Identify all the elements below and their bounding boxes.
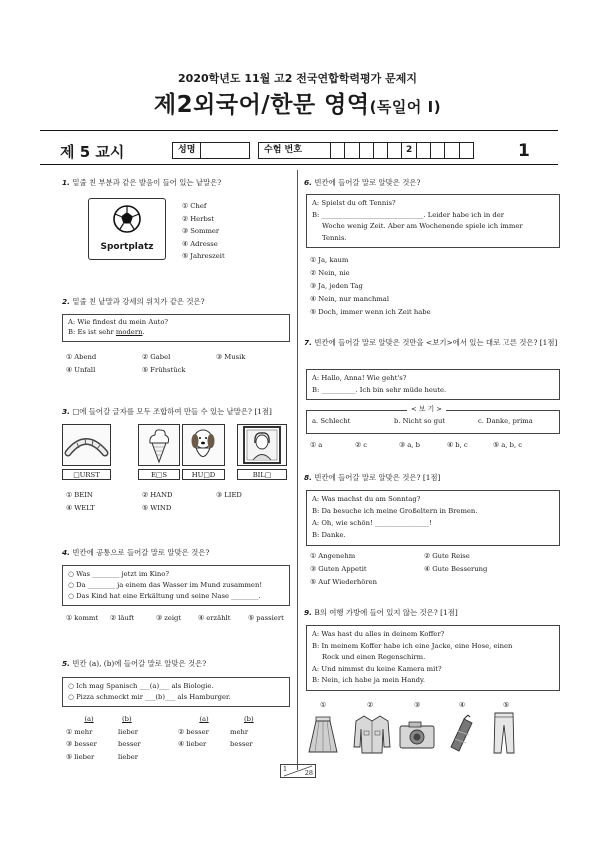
framed-picture-image (237, 424, 287, 466)
choice[interactable]: ② läuft (110, 614, 135, 622)
ice-cream-image (138, 424, 180, 466)
dialogue-line: Rock und einen Regenschirm. (322, 653, 426, 662)
exam-digit-cell[interactable] (431, 143, 445, 158)
exam-digit-cell[interactable] (360, 143, 374, 158)
q7-choices (310, 441, 522, 450)
page-counter (280, 764, 316, 778)
exam-number-label: 수험 번호 (259, 143, 331, 158)
choice[interactable]: ④ WELT (66, 503, 95, 512)
choice[interactable]: ① a (310, 441, 323, 449)
q4-sentence-box (62, 565, 290, 606)
sentence-line: ○ Ich mag Spanisch ___(a)___ als Biologie. (68, 682, 214, 690)
choice[interactable]: ⑤ passiert (248, 614, 284, 622)
choice[interactable]: ③ Guten Appetit (310, 565, 367, 573)
exam-number-box[interactable] (258, 142, 474, 159)
exam-digit-cell[interactable] (345, 143, 359, 158)
q6-choices (310, 254, 431, 319)
sportplatz-sign (88, 198, 166, 260)
exam-title (0, 90, 595, 121)
umbrella-icon (446, 713, 476, 758)
sentence-line: ○ Da ________ ja einem das Wasser im Mund zusammen! (68, 580, 263, 589)
q7-dialogue-box (306, 369, 560, 400)
exam-digit-cell[interactable] (374, 143, 388, 158)
choice[interactable]: ③ zeigt (156, 614, 182, 622)
q4-choices (66, 614, 284, 623)
bogi-item: c. Danke, prima (478, 417, 533, 425)
choice[interactable]: ⑤ Jahreszeit (182, 252, 225, 260)
q2-choices (66, 351, 245, 376)
q5-stem: 5. 빈칸 (a), (b)에 들어갈 말로 알맞은 것은? (62, 659, 207, 668)
choice[interactable]: ① BEIN (66, 491, 93, 499)
q7-stem: 7. 빈칸에 들어갈 말로 알맞은 것만을 <보기>에서 있는 대로 고른 것은? [1점] (304, 338, 558, 347)
choice[interactable]: ⑤ Frühstück (142, 365, 186, 374)
period-label: 제 5 교시 (60, 143, 125, 161)
exam-digit-cell[interactable] (417, 143, 431, 158)
dialogue-line: Tennis. (322, 233, 347, 242)
dialogue-line: A: Hallo, Anna! Wie geht's? (312, 374, 407, 382)
underlined-word: modern (115, 327, 143, 336)
choice[interactable]: ③ Sommer (182, 227, 220, 235)
choice-row[interactable]: ③ besser besser ④ lieber besser (66, 740, 253, 748)
q1-choices (182, 200, 225, 263)
title-main: 제2외국어/한문 영역 (153, 92, 370, 118)
choice-number[interactable]: ① (320, 701, 327, 709)
choice[interactable]: ④ Nein, nur manchmal (310, 295, 389, 303)
col-head: (b) (122, 715, 132, 723)
choice[interactable]: ⑤ Doch, immer wenn ich Zeit habe (310, 308, 431, 316)
q7-bogi-box (306, 405, 560, 434)
dialogue-line: B: Es ist sehr modern. (68, 327, 145, 336)
choice[interactable]: ⑤ WIND (142, 503, 172, 512)
dialogue-line: B: ______________________________. Leider habe ich in der (312, 210, 505, 219)
dialogue-line: A: Und nimmst du keine Kamera mit? (312, 664, 442, 673)
skirt-icon (306, 715, 340, 758)
dialogue-line: A: Spielst du oft Tennis? (312, 199, 396, 207)
header-rule-top (40, 130, 558, 131)
dialogue-line: B: Da besuche ich meine Großeltern in Bremen. (312, 506, 478, 515)
choice[interactable]: ④ erzählt (198, 614, 231, 622)
col-head: (a) (84, 715, 94, 723)
choice[interactable]: ⑤ Auf Wiederhören (310, 578, 378, 586)
q8-choices (310, 550, 487, 589)
choice[interactable]: ① Angenehm (310, 552, 356, 560)
q3-stem: 3. □에 들어갈 글자를 모두 조합하여 만들 수 있는 낱말은? [1점] (62, 407, 272, 416)
q8-dialogue-box (306, 490, 560, 546)
exam-digit-cell[interactable] (460, 143, 473, 158)
sentence-line: ○ Pizza schmeckt mir ___(b)___ als Hamburger. (68, 692, 231, 701)
dialogue-line: B: Nein, ich habe ja mein Handy. (312, 676, 426, 685)
q3-label: HU□D (182, 469, 225, 480)
bogi-item: a. Schlecht (312, 417, 351, 425)
dialogue-line: A: Wie findest du mein Auto? (68, 318, 169, 326)
header-rule-bottom (40, 164, 558, 165)
choice[interactable]: ② HAND (142, 491, 173, 499)
choice[interactable]: ③ Musik (216, 353, 246, 361)
choice[interactable]: ① Ja, kaum (310, 256, 349, 264)
total-pages: 28 (304, 769, 313, 777)
name-field[interactable] (201, 143, 249, 158)
column-divider (297, 170, 298, 770)
exam-digit-cell[interactable] (445, 143, 459, 158)
choice[interactable]: ① Abend (66, 353, 97, 361)
trousers-icon (489, 711, 519, 758)
choice[interactable]: ④ b, c (447, 441, 468, 449)
q3-label: □URST (62, 469, 111, 480)
choice[interactable]: ⑤ a, b, c (493, 441, 523, 449)
exam-digit-cell[interactable] (388, 143, 402, 158)
q8-stem: 8. 빈칸에 들어갈 말로 알맞은 것은? [1점] (304, 473, 441, 482)
choice[interactable]: ③ LIED (216, 491, 242, 499)
col-head: (a) (199, 715, 209, 723)
q9-stem: 9. B의 여행 가방에 들어 있지 않는 것은? [1점] (304, 608, 458, 617)
sign-text: Sportplatz (100, 242, 154, 252)
name-box[interactable] (172, 142, 250, 159)
jacket-icon (352, 713, 392, 758)
col-head: (b) (244, 715, 254, 723)
choice[interactable]: ③ Ja, jeden Tag (310, 282, 363, 290)
q6-dialogue-box (306, 194, 560, 248)
q3-choices (66, 489, 242, 514)
choice[interactable]: ② Gute Reise (424, 552, 470, 560)
current-page: 1 (283, 765, 288, 773)
exam-digit-cell[interactable] (331, 143, 345, 158)
choice-number[interactable]: ③ (414, 701, 421, 709)
choice[interactable]: ③ a, b (399, 441, 420, 449)
choice-number[interactable]: ② (367, 701, 374, 709)
bogi-title: < 보 기 > (407, 405, 446, 415)
choice[interactable]: ② Gabel (142, 353, 171, 361)
choice-number[interactable]: ⑤ (503, 701, 510, 709)
q1-stem: 1. 밑줄 친 부분과 같은 발음이 들어 있는 낱말은? (62, 178, 222, 187)
sentence-line: ○ Das Kind hat eine Erkältung und seine Nase ________. (68, 591, 261, 600)
name-label: 성명 (173, 143, 201, 158)
sentence-line: ○ Was ________ jetzt im Kino? (68, 570, 170, 578)
exam-subtitle: 2020학년도 11월 고2 전국연합학력평가 문제지 (178, 72, 417, 85)
dialogue-line: B: __________. Ich bin sehr müde heute. (312, 385, 447, 394)
dialogue-line: A: Was hast du alles in deinem Koffer? (312, 630, 445, 638)
choice-number[interactable]: ④ (459, 701, 466, 709)
q6-stem: 6. 빈칸에 들어갈 말로 알맞은 것은? (304, 178, 421, 187)
bogi-item: b. Nicht so gut (394, 417, 446, 425)
choice[interactable]: ① Chef (182, 202, 207, 210)
sausage-image (62, 424, 111, 466)
choice-row[interactable]: ⑤ lieber lieber (66, 752, 138, 761)
dog-image (182, 424, 225, 466)
q9-dialogue-box (306, 625, 560, 691)
q5-sentence-box (62, 677, 290, 707)
choice[interactable]: ② Nein, nie (310, 269, 350, 277)
q2-dialogue-box (62, 314, 290, 342)
choice-row[interactable]: ① mehr lieber ② besser mehr (66, 727, 249, 736)
exam-digit-cell[interactable]: 2 (402, 143, 416, 158)
choice[interactable]: ④ Gute Besserung (424, 565, 488, 573)
choice[interactable]: ④ Adresse (182, 239, 218, 248)
dialogue-line: A: Oh, wie schön! ________________! (312, 518, 432, 527)
dialogue-line: B: Danke. (312, 530, 346, 539)
choice[interactable]: ② c (355, 441, 368, 449)
title-sub: (독일어 Ⅰ) (369, 98, 442, 116)
dialogue-line: B: In meinem Koffer habe ich eine Jacke, eine Hose, einen (312, 641, 513, 650)
page-number: 1 (518, 141, 530, 161)
dialogue-line: Woche wenig Zeit. Aber am Wochenende spiele ich immer (322, 222, 523, 231)
q3-label: BIL□ (237, 469, 287, 480)
q3-label: E□S (138, 469, 180, 480)
q2-stem: 2. 밑줄 친 낱말과 강세의 위치가 같은 것은? (62, 297, 205, 306)
dialogue-line: A: Was machst du am Sonntag? (312, 495, 421, 503)
q5-choice-table (66, 713, 254, 763)
choice[interactable]: ② Herbst (182, 214, 215, 223)
q4-stem: 4. 빈칸에 공통으로 들어갈 말로 알맞은 것은? (62, 548, 210, 557)
choice[interactable]: ① kommt (66, 614, 99, 622)
choice[interactable]: ④ Unfall (66, 365, 96, 374)
camera-icon (397, 719, 437, 754)
